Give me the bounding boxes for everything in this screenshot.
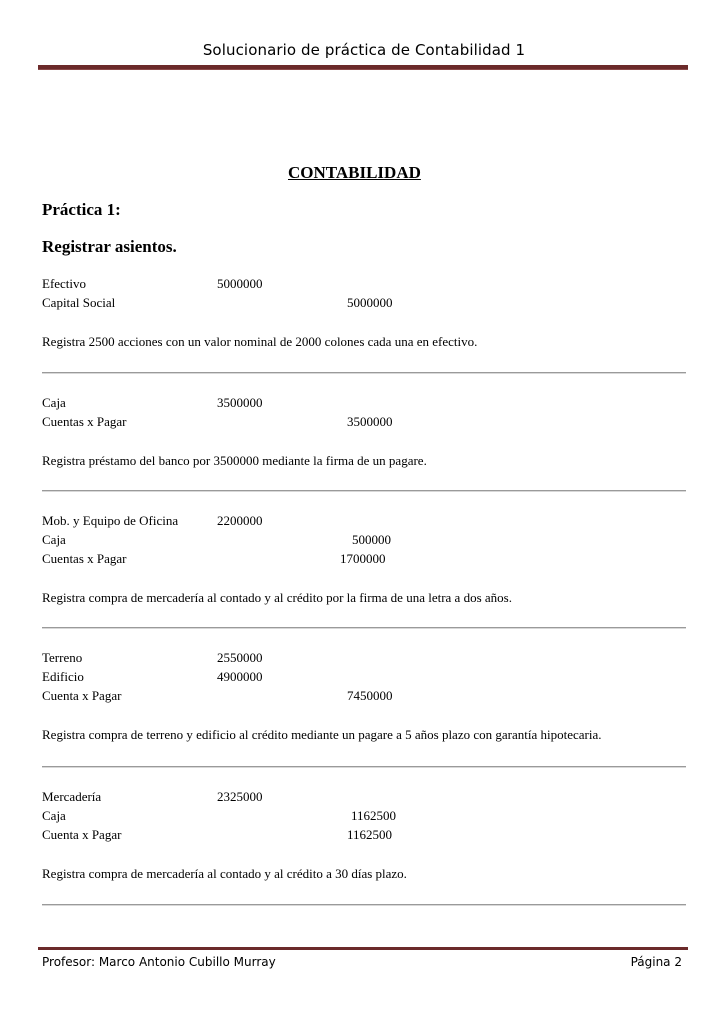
footer-divider bbox=[38, 947, 688, 950]
account-name: Mercadería bbox=[42, 789, 102, 804]
debit-amount: 5000000 bbox=[217, 276, 263, 291]
account-name: Efectivo bbox=[42, 276, 87, 291]
header-divider bbox=[38, 65, 688, 70]
entry-description: Registra compra de mercadería al contado y al crédito a 30 días plazo. bbox=[42, 866, 407, 881]
credit-amount: 3500000 bbox=[347, 414, 393, 429]
section-heading: Registrar asientos. bbox=[42, 237, 177, 256]
journal-line bbox=[42, 532, 682, 550]
account-name: Capital Social bbox=[42, 295, 116, 310]
credit-amount: 5000000 bbox=[347, 295, 393, 310]
journal-line bbox=[42, 789, 682, 807]
account-name: Terreno bbox=[42, 650, 83, 665]
entry-description: Registra compra de terreno y edificio al crédito mediante un pagare a 5 años plazo con garantía hipotecaria. bbox=[42, 727, 602, 742]
account-name: Mob. y Equipo de Oficina bbox=[42, 513, 179, 528]
journal-line bbox=[42, 650, 682, 668]
account-name: Cuentas x Pagar bbox=[42, 414, 127, 429]
journal-line bbox=[42, 513, 682, 531]
entry-separator bbox=[42, 904, 686, 905]
debit-amount: 3500000 bbox=[217, 395, 263, 410]
debit-amount: 4900000 bbox=[217, 669, 263, 684]
journal-line bbox=[42, 551, 682, 569]
account-name: Caja bbox=[42, 395, 66, 410]
journal-line bbox=[42, 688, 682, 706]
account-name: Cuenta x Pagar bbox=[42, 688, 122, 703]
debit-amount: 2325000 bbox=[217, 789, 263, 804]
entry-separator bbox=[42, 372, 686, 373]
practice-heading: Práctica 1: bbox=[42, 200, 121, 219]
page-number: Página 2 bbox=[630, 955, 682, 969]
document-title: CONTABILIDAD bbox=[288, 163, 421, 182]
journal-line bbox=[42, 827, 682, 845]
journal-line bbox=[42, 414, 682, 432]
credit-amount: 1700000 bbox=[340, 551, 386, 566]
account-name: Caja bbox=[42, 532, 66, 547]
account-name: Caja bbox=[42, 808, 66, 823]
credit-amount: 1162500 bbox=[351, 808, 397, 823]
credit-amount: 7450000 bbox=[347, 688, 393, 703]
debit-amount: 2200000 bbox=[217, 513, 263, 528]
entry-description: Registra 2500 acciones con un valor nominal de 2000 colones cada una en efectivo. bbox=[42, 334, 478, 349]
entry-separator bbox=[42, 766, 686, 767]
entry-description: Registra compra de mercadería al contado y al crédito por la firma de una letra a dos años. bbox=[42, 590, 512, 605]
debit-amount: 2550000 bbox=[217, 650, 263, 665]
page-header-title: Solucionario de práctica de Contabilidad 1 bbox=[202, 41, 526, 59]
entry-separator bbox=[42, 627, 686, 628]
entry-separator bbox=[42, 490, 686, 491]
account-name: Cuenta x Pagar bbox=[42, 827, 122, 842]
journal-line bbox=[42, 295, 682, 313]
credit-amount: 1162500 bbox=[347, 827, 393, 842]
journal-line bbox=[42, 395, 682, 413]
credit-amount: 500000 bbox=[352, 532, 391, 547]
journal-line bbox=[42, 808, 682, 826]
footer-professor: Profesor: Marco Antonio Cubillo Murray bbox=[42, 955, 276, 969]
journal-line bbox=[42, 276, 682, 294]
entry-description: Registra préstamo del banco por 3500000 mediante la firma de un pagare. bbox=[42, 453, 427, 468]
account-name: Edificio bbox=[42, 669, 84, 684]
account-name: Cuentas x Pagar bbox=[42, 551, 127, 566]
journal-line bbox=[42, 669, 682, 687]
